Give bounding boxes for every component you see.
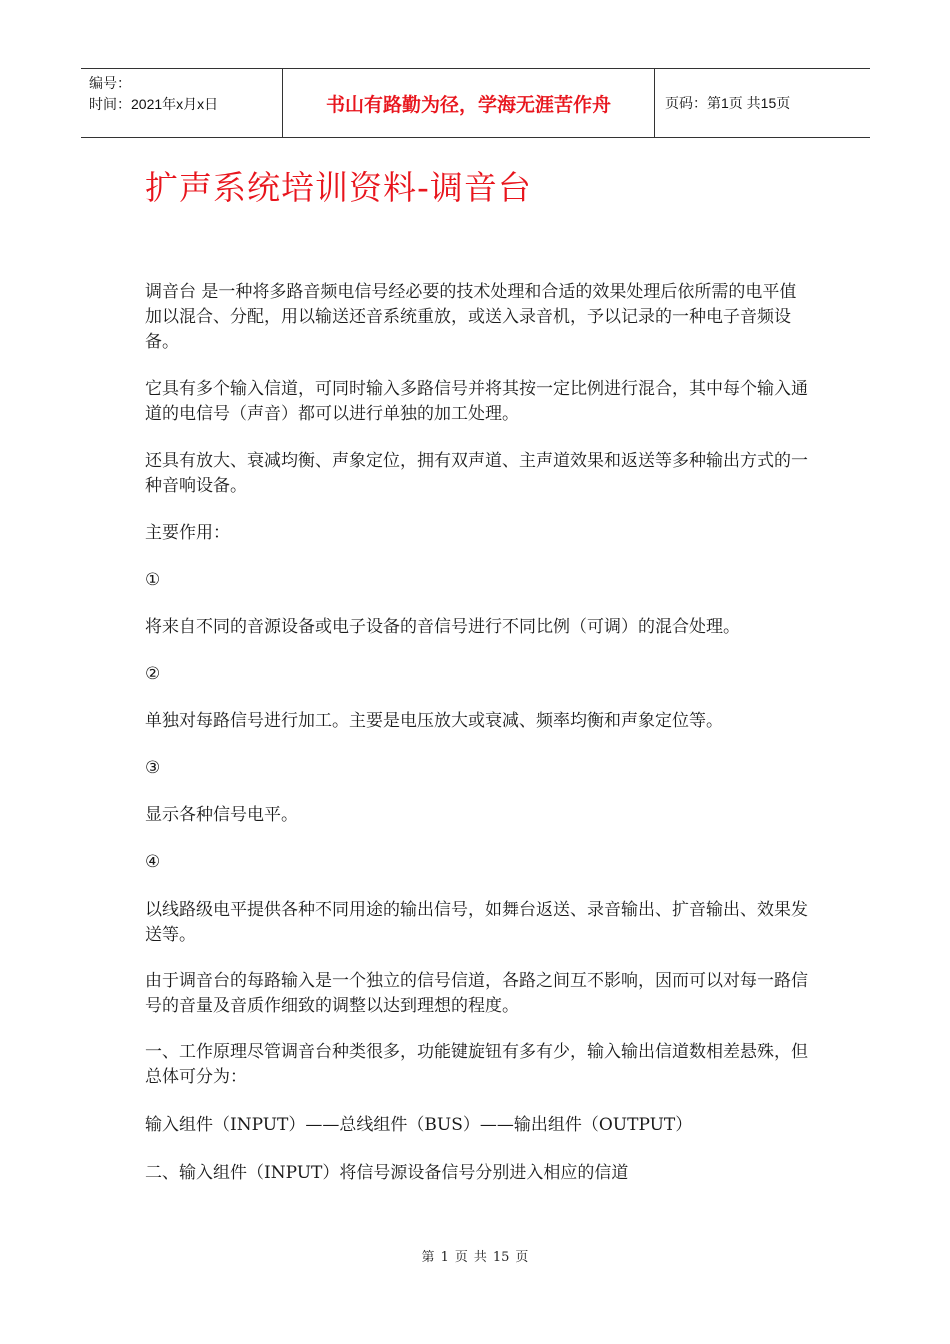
footer-di: 第 [421,1250,435,1265]
paragraph-working-principle: 一、工作原理尽管调音台种类很多，功能键旋钮有多有少，输入输出信道数相差悬殊，但总体可分为： [145,1042,808,1087]
page-footer [0,1246,950,1265]
header-table [81,68,870,138]
header-meta [81,69,282,137]
paragraph-signal-flow: 输入组件（INPUT）——总线组件（BUS）——输出组件（OUTPUT） [145,1115,693,1135]
paragraph-input-channels: 它具有多个输入信道，可同时输入多路信号并将其按一定比例进行混合，其中每个输入通道的电信号（声音）都可以进行单独的加工处理。 [145,379,808,424]
paragraph-independent-channels: 由于调音台的每路输入是一个独立的信号信道，各路之间互不影响，因而可以对每一路信号的音量及音质作细致的调整以达到理想的程度。 [145,971,808,1016]
function-2: 单独对每路信号进行加工。主要是电压放大或衰减、频率均衡和声象定位等。 [145,711,723,731]
time-label: 时间：2021年x月x日 [89,96,219,112]
marker-4: ④ [145,852,161,872]
footer-total-pages: 15 [492,1250,510,1265]
number-label: 编号： [89,75,131,91]
document-title: 扩声系统培训资料-调音台 [145,168,532,207]
function-1: 将来自不同的音源设备或电子设备的音信号进行不同比例（可调）的混合处理。 [145,617,740,637]
paragraph-definition: 调音台 是一种将多路音频电信号经必要的技术处理和合适的效果处理后依所需的电平值加以混合、分配，用以输送还音系统重放，或送入录音机，予以记录的一种电子音频设备。 [145,282,797,352]
marker-1: ① [145,570,161,590]
footer-ye: 页 [454,1250,468,1265]
footer-page-number: 1 [440,1250,449,1265]
paragraph-features: 还具有放大、衰减均衡、声象定位，拥有双声道、主声道效果和返送等多种输出方式的一种音响设备。 [145,451,808,496]
function-3: 显示各种信号电平。 [145,805,298,825]
footer-gong: 共 [473,1250,487,1265]
header-motto: 书山有路勤为径，学海无涯苦作舟 [282,69,655,137]
paragraph-input-module: 二、输入组件（INPUT）将信号源设备信号分别进入相应的信道 [145,1163,629,1183]
marker-3: ③ [145,758,161,778]
function-4: 以线路级电平提供各种不同用途的输出信号，如舞台返送、录音输出、扩音输出、效果发送等。 [145,900,808,945]
marker-2: ② [145,664,161,684]
header-page-info: 页码：第1页 共15页 [665,95,791,111]
heading-main-functions: 主要作用： [145,523,230,543]
footer-ye-2: 页 [515,1250,529,1265]
